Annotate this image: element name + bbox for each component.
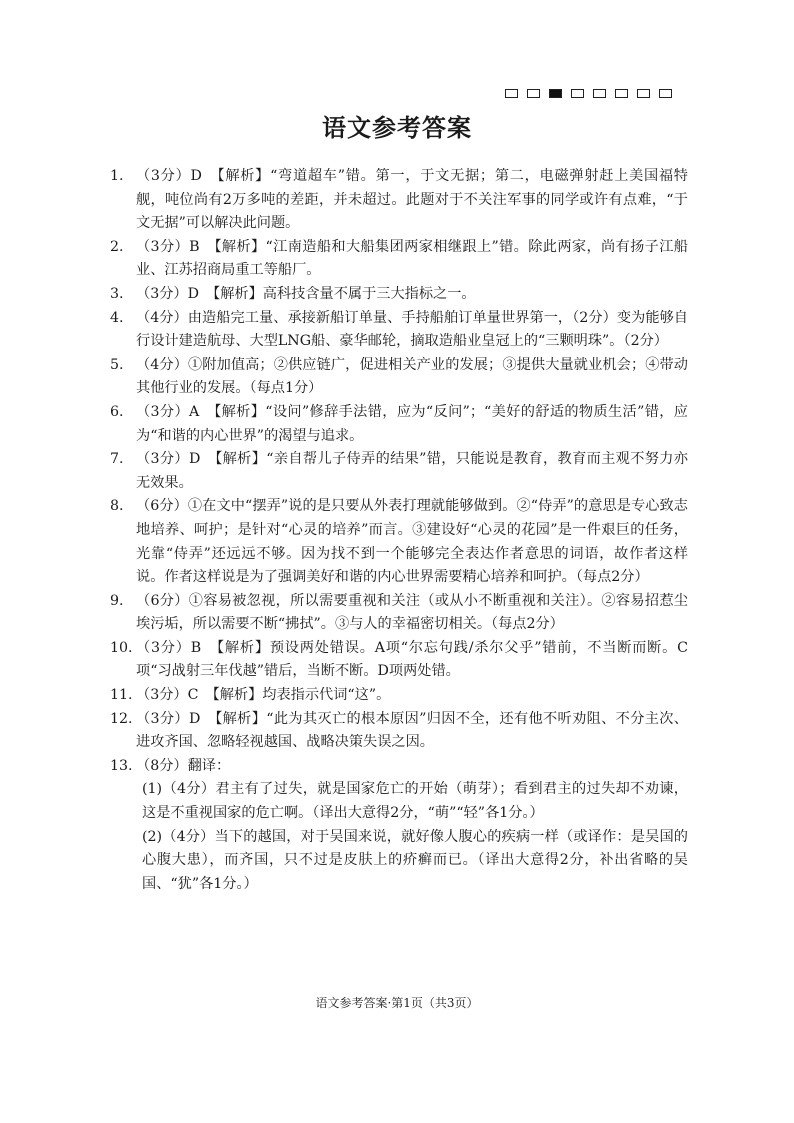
page-mark (615, 89, 628, 98)
page-mark (505, 89, 518, 98)
answer-item (110, 307, 688, 354)
answer-item (110, 590, 688, 637)
item-text: （3分）D 【解析】高科技含量不属于三大指标之一。 (136, 285, 476, 302)
item-text: （3分）D 【解析】“亲自帮儿子侍弄的结果”错，只能说是教育，教育而主观不努力亦无效果。 (136, 451, 688, 491)
page-mark (527, 89, 540, 98)
item-number: 12. (110, 710, 133, 727)
page-footer: 语文参考答案·第1页（共3页） (315, 996, 479, 1010)
answer-item (110, 755, 688, 779)
sub-item-text: (1)（4分）君主有了过失，就是国家危亡的开始（萌芽）；看到君主的过失却不劝谏，这是不重视国家的危亡啊。（译出大意得2分，“萌”“轻”各1分。） (142, 781, 688, 822)
item-number: 13. (110, 757, 133, 774)
item-text: （8分）翻译： (136, 757, 231, 774)
answer-sub-item (110, 826, 688, 897)
sub-item-text: (2)（4分）当下的越国，对于吴国来说，就好像人腹心的疾病一样（或译作：是吴国的心腹大患），而齐国，只不过是皮肤上的疥癣而已。（译出大意得2分，补出省略的吴国、“犹”各1分。） (142, 828, 688, 892)
item-number: 10. (110, 639, 133, 656)
page-mark (659, 89, 672, 98)
item-text: （3分）B 【解析】“江南造船和大船集团两家相继跟上”错。除此两家，尚有扬子江船业、江苏招商局重工等船厂。 (136, 238, 688, 279)
item-number: 5. (110, 356, 124, 373)
item-text: （3分）D 【解析】“此为其灭亡的根本原因”归因不全，还有他不听劝阻、不分主次、进攻齐国、忽略轻视越国、战略决策失误之因。 (136, 710, 688, 751)
page-mark-current (549, 89, 562, 98)
page-mark (637, 89, 650, 98)
answer-list (110, 165, 688, 896)
item-number: 11. (110, 687, 133, 704)
answer-item (110, 495, 688, 589)
answer-item (110, 165, 688, 236)
answer-item (110, 236, 688, 283)
answer-item (110, 283, 688, 307)
item-text: （3分）C 【解析】均表指示代词“这”。 (136, 687, 391, 704)
item-number: 9. (110, 592, 124, 609)
item-number: 7. (110, 451, 124, 468)
answer-item (110, 401, 688, 448)
item-number: 8. (110, 498, 124, 515)
item-text: （3分）A 【解析】“设问”修辞手法错，应为“反问”；“美好的舒适的物质生活”错，应为“和谐的内心世界”的渴望与追求。 (136, 403, 688, 444)
page-mark (593, 89, 606, 98)
answer-sub-item (110, 778, 688, 825)
item-text: （4分）①附加值高；②供应链广，促进相关产业的发展；③提供大量就业机会；④带动其他行业的发展。（每点1分） (136, 356, 688, 397)
answer-item (110, 448, 688, 495)
answer-item (110, 637, 688, 684)
item-text: （3分）B 【解析】预设两处错误。A项“尔忘句践/杀尔父乎”错前，不当断而断。C项“习战射三年伐越”错后，当断不断。D项两处错。 (136, 639, 688, 680)
answer-item (110, 684, 688, 708)
item-number: 1. (110, 168, 124, 184)
item-number: 4. (110, 309, 124, 326)
item-number: 6. (110, 403, 124, 420)
item-text: （6分）①在文中“摆弄”说的是只要从外表打理就能够做到。②“侍弄”的意思是专心致志地培养、呵护；是针对“心灵的培养”而言。③建设好“心灵的花园”是一件艰巨的任务，光靠“侍弄”还远远不够。因为找不到一个能够完全表达作者意思的词语，故作者这样说。作者这样说是为了强调美好和谐的内心世界需要精心培养和呵护。（每点2分） (136, 498, 688, 586)
page-mark (571, 89, 584, 98)
item-text: （6分）①容易被忽视，所以需要重视和关注（或从小不断重视和关注）。②容易招惹尘埃污垢，所以需要不断“拂拭”。③与人的幸福密切相关。（每点2分） (136, 592, 688, 633)
page-title: 语文参考答案 (322, 113, 472, 142)
page-marks (505, 89, 672, 98)
item-text: （3分）D 【解析】“弯道超车”错。第一，于文无据；第二，电磁弹射赶上美国福特舰，吨位尚有2万多吨的差距，并未超过。此题对于不关注军事的同学或许有点难，“于文无据”可以解决此问题。 (136, 168, 688, 232)
item-number: 2. (110, 238, 124, 255)
answer-item (110, 354, 688, 401)
item-text: （4分）由造船完工量、承接新船订单量、手持船舶订单量世界第一，（2分）变为能够自行设计建造航母、大型LNG船、豪华邮轮，摘取造船业皇冠上的“三颗明珠”。（2分） (136, 309, 688, 350)
answer-item (110, 708, 688, 755)
item-number: 3. (110, 285, 124, 302)
